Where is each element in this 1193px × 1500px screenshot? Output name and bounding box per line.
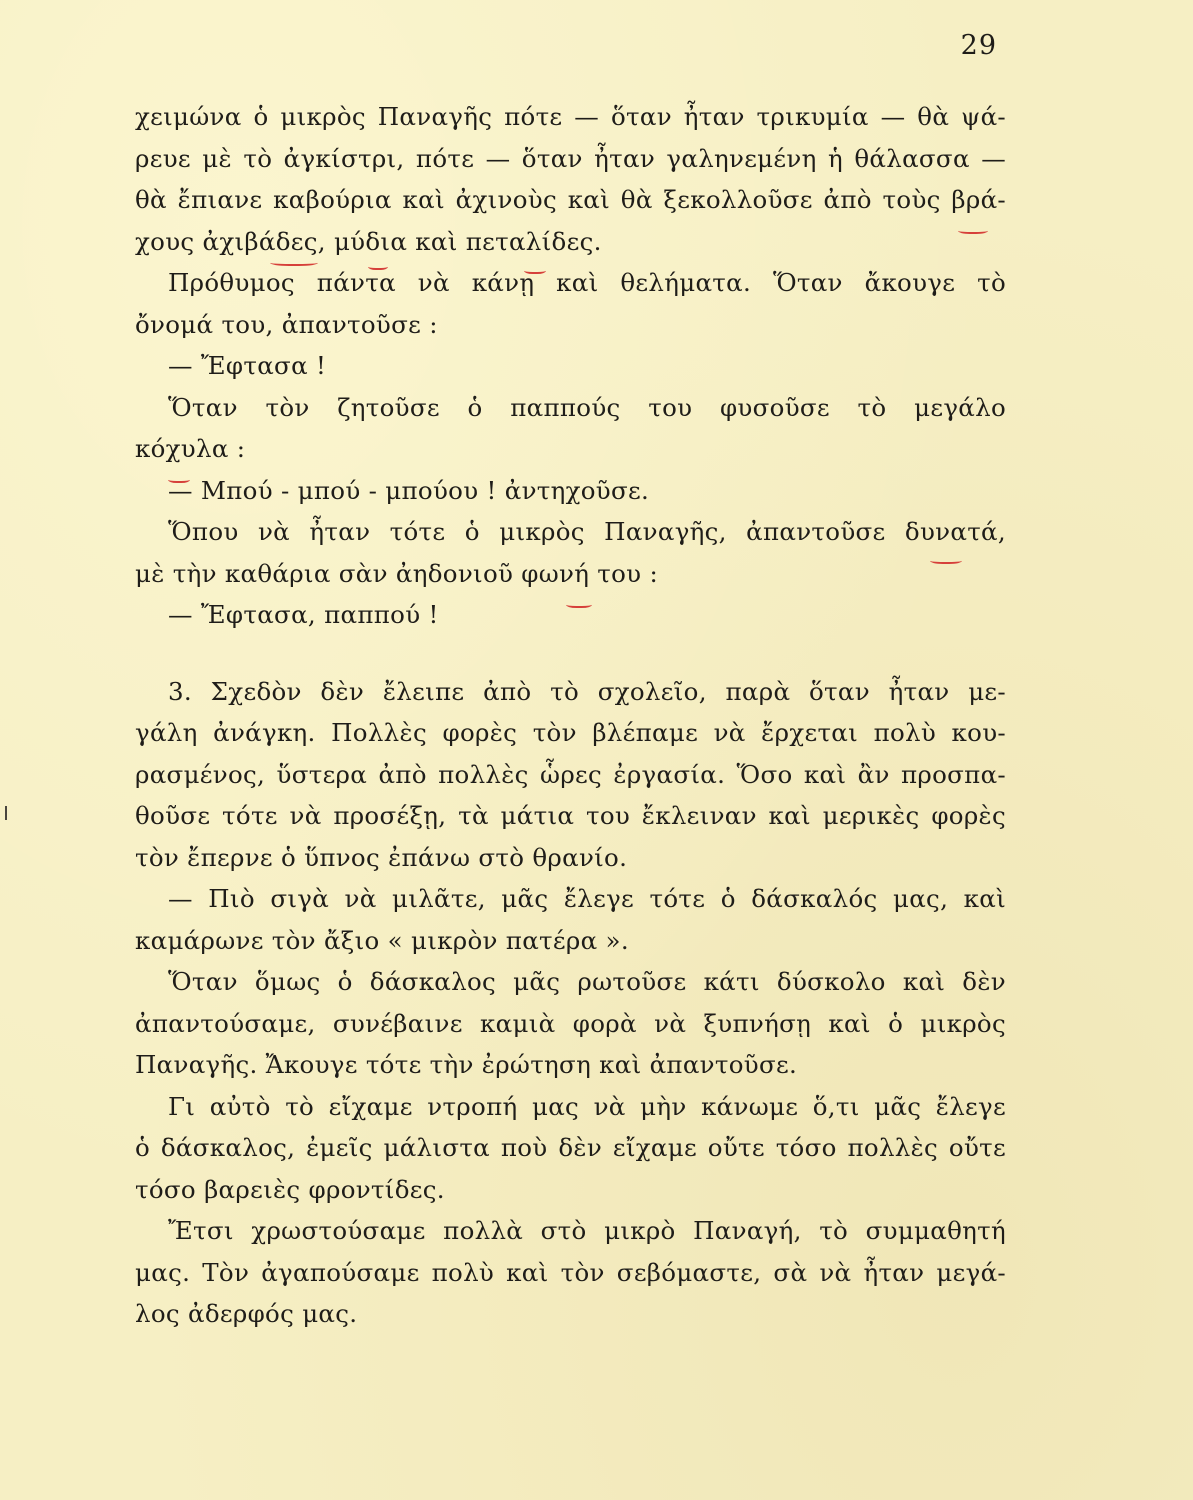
section-start-line: 3. Σχεδὸν δὲν ἔλειπε ἀπὸ τὸ σχολεῖο, παρὰ ὅταν ἦταν με- xyxy=(168,676,1006,706)
annotation-mark xyxy=(958,226,988,234)
text-line: Ὅταν τὸν ζητοῦσε ὁ παππούς του φυσοῦσε τὸ μεγάλο xyxy=(168,392,1006,422)
text-line: — Ἔφτασα ! xyxy=(168,351,327,380)
text-line: — Ἔφτασα, παππού ! xyxy=(168,600,439,629)
annotation-mark xyxy=(930,556,962,564)
text-line: — Πιὸ σιγὰ νὰ μιλᾶτε, μᾶς ἔλεγε τότε ὁ δάσκαλός μας, καὶ xyxy=(168,884,1006,913)
text-line: ὄνομά του, ἀπαντοῦσε : xyxy=(135,309,438,339)
annotation-mark xyxy=(270,258,318,266)
margin-tick xyxy=(5,806,7,820)
text-line: μὲ τὴν καθάρια σὰν ἀηδονιοῦ φωνή του : xyxy=(135,558,659,588)
text-line: χειμώνα ὁ μικρὸς Παναγῆς πότε — ὅταν ἦταν τρικυμία — θὰ ψά- xyxy=(135,102,1006,131)
text-line: Πρόθυμος πάντα νὰ κάνῃ καὶ θελήματα. Ὅταν ἄκουγε τὸ xyxy=(168,268,1006,297)
text-line: Ἔτσι χρωστούσαμε πολλὰ στὸ μικρὸ Παναγή, τὸ συμμαθητή xyxy=(168,1216,1006,1245)
text-line: καμάρωνε τὸν ἄξιο « μικρὸν πατέρα ». xyxy=(135,925,629,955)
text-line: Παναγῆς. Ἄκουγε τότε τὴν ἐρώτηση καὶ ἀπαντοῦσε. xyxy=(135,1050,798,1079)
text-line: κόχυλα : xyxy=(135,434,246,463)
text-line: Γι αὐτὸ τὸ εἴχαμε ντροπή μας νὰ μὴν κάνωμε ὅ,τι μᾶς ἔλεγε xyxy=(168,1091,1006,1121)
body-text xyxy=(135,96,1006,1335)
text-line: ὁ δάσκαλος, ἐμεῖς μάλιστα ποὺ δὲν εἴχαμε οὔτε τόσο πολλὲς οὔτε xyxy=(135,1133,1006,1162)
text-line: χους ἀχιβάδες, μύδια καὶ πεταλίδες. xyxy=(135,226,602,256)
annotation-mark xyxy=(524,266,546,274)
text-line: ρευε μὲ τὸ ἀγκίστρι, πότε — ὅταν ἦταν γαληνεμένη ἡ θάλασσα — xyxy=(135,143,1006,173)
text-line: Ὅπου νὰ ἦταν τότε ὁ μικρὸς Παναγῆς, ἀπαντοῦσε δυνατά, xyxy=(168,517,1006,546)
text-line: τόσο βαρειὲς φροντίδες. xyxy=(135,1174,445,1204)
text-line: ἀπαντούσαμε, συνέβαινε καμιὰ φορὰ νὰ ξυπνήσῃ καὶ ὁ μικρὸς xyxy=(135,1008,1006,1038)
annotation-mark xyxy=(168,475,190,483)
text-line: τὸν ἔπερνε ὁ ὕπνος ἐπάνω στὸ θρανίο. xyxy=(135,842,628,872)
text-line: ρασμένος, ὕστερα ἀπὸ πολλὲς ὧρες ἐργασία. Ὅσο καὶ ἂν προσπα- xyxy=(135,759,1006,789)
page-number: 29 xyxy=(960,30,997,61)
annotation-mark xyxy=(566,600,592,608)
annotation-mark xyxy=(368,262,388,270)
text-line: λος ἀδερφός μας. xyxy=(135,1299,358,1328)
text-line: θοῦσε τότε νὰ προσέξῃ, τὰ μάτια του ἔκλειναν καὶ μερικὲς φορὲς xyxy=(135,801,1006,830)
text-line: γάλη ἀνάγκη. Πολλὲς φορὲς τὸν βλέπαμε νὰ ἔρχεται πολὺ κου- xyxy=(135,718,1006,747)
text-line: — Μπού - μπού - μπούου ! ἀντηχοῦσε. xyxy=(168,475,650,505)
text-line: μας. Τὸν ἀγαπούσαμε πολὺ καὶ τὸν σεβόμαστε, σὰ νὰ ἦταν μεγά- xyxy=(135,1257,1006,1287)
text-line: Ὅταν ὅμως ὁ δάσκαλος μᾶς ρωτοῦσε κάτι δύσκολο καὶ δὲν xyxy=(168,967,1006,996)
text-line: θὰ ἔπιανε καβούρια καὶ ἀχινοὺς καὶ θὰ ξεκολλοῦσε ἀπὸ τοὺς βρά- xyxy=(135,185,1006,214)
